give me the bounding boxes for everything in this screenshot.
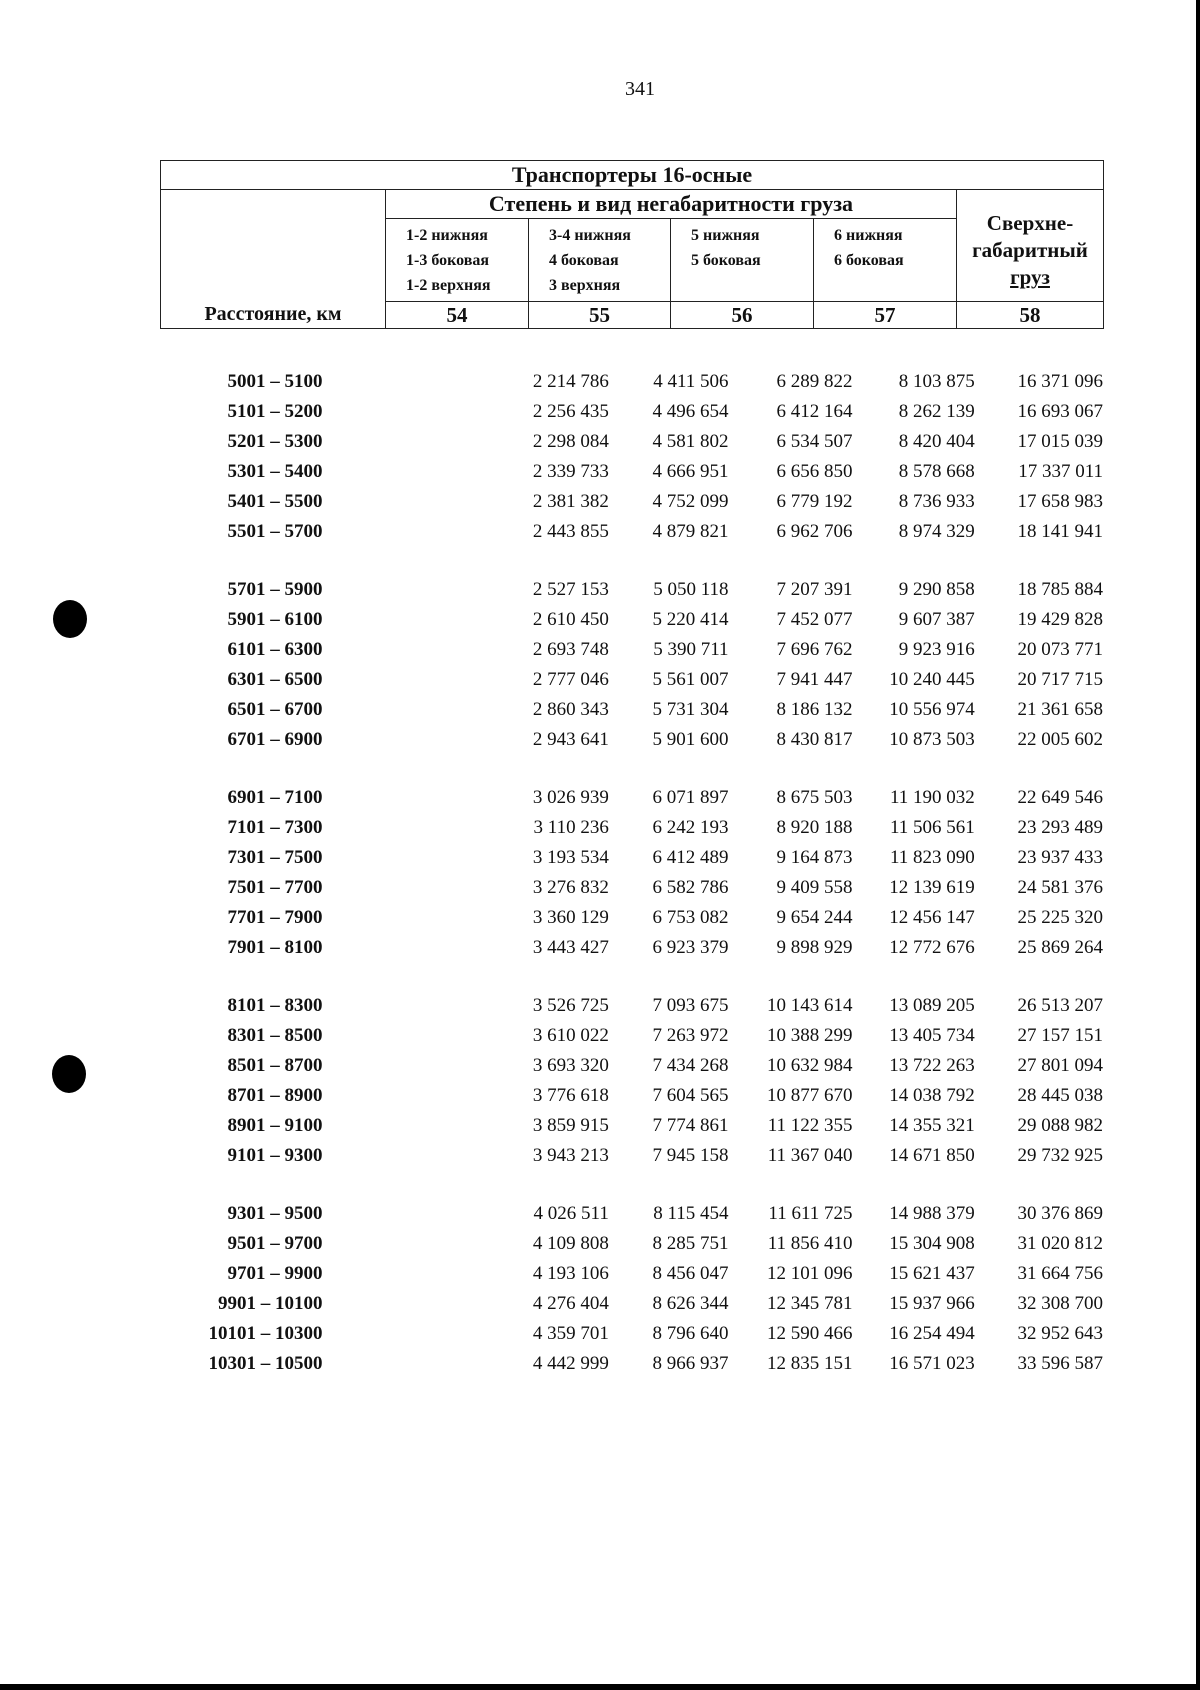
punch-hole: [53, 600, 87, 638]
distance-cell: 5101 – 5200: [227, 401, 323, 422]
value-cell-58: 32 308 700: [1017, 1293, 1103, 1314]
value-cell-57: 16 571 023: [889, 1353, 975, 1374]
distance-cell: 5701 – 5900: [227, 579, 323, 600]
value-cell-58: 19 429 828: [1017, 609, 1103, 630]
table-row: [160, 695, 1103, 725]
value-cell-55: 5 731 304: [652, 699, 729, 720]
value-cell-56: 12 590 466: [767, 1323, 853, 1344]
value-cell-55: 8 626 344: [652, 1293, 729, 1314]
oversize-degree-header: Степень и вид негабаритности груза: [386, 190, 957, 219]
value-cell-56: 12 835 151: [767, 1353, 853, 1374]
distance-cell: 6701 – 6900: [227, 729, 323, 750]
value-cell-57: 8 736 933: [898, 491, 975, 512]
value-cell-58: 26 513 207: [1017, 995, 1103, 1016]
distance-cell: 9101 – 9300: [227, 1145, 323, 1166]
value-cell-55: 6 923 379: [652, 937, 729, 958]
row-group: [160, 367, 1103, 547]
value-cell-54: 3 776 618: [532, 1085, 609, 1106]
value-cell-57: 11 190 032: [889, 787, 975, 808]
distance-cell: 9701 – 9900: [227, 1263, 323, 1284]
value-cell-55: 6 582 786: [652, 877, 729, 898]
distance-cell: 5901 – 6100: [227, 609, 323, 630]
value-cell-56: 10 632 984: [767, 1055, 853, 1076]
value-cell-54: 4 442 999: [532, 1353, 609, 1374]
distance-cell: 9501 – 9700: [227, 1233, 323, 1254]
value-cell-55: 6 242 193: [652, 817, 729, 838]
distance-cell: 9301 – 9500: [227, 1203, 323, 1224]
value-cell-57: 13 405 734: [889, 1025, 975, 1046]
value-cell-57: 8 103 875: [898, 371, 975, 392]
distance-column-header: Расстояние, км: [161, 190, 386, 329]
value-cell-55: 7 774 861: [652, 1115, 729, 1136]
value-cell-55: 6 753 082: [652, 907, 729, 928]
value-cell-55: 6 412 489: [652, 847, 729, 868]
value-cell-57: 12 772 676: [889, 937, 975, 958]
table-row: [160, 605, 1103, 635]
value-cell-58: 16 693 067: [1017, 401, 1103, 422]
value-cell-55: 7 434 268: [652, 1055, 729, 1076]
value-cell-54: 3 110 236: [533, 817, 609, 838]
value-cell-57: 14 355 321: [889, 1115, 975, 1136]
table-row: [160, 457, 1103, 487]
value-cell-58: 24 581 376: [1017, 877, 1103, 898]
value-cell-58: 25 225 320: [1017, 907, 1103, 928]
row-group: [160, 783, 1103, 963]
value-cell-56: 10 388 299: [767, 1025, 853, 1046]
value-cell-55: 5 901 600: [652, 729, 729, 750]
value-cell-57: 12 139 619: [889, 877, 975, 898]
value-cell-57: 9 290 858: [898, 579, 975, 600]
distance-cell: 7301 – 7500: [227, 847, 323, 868]
value-cell-54: 3 943 213: [532, 1145, 609, 1166]
value-cell-56: 8 675 503: [776, 787, 853, 808]
value-cell-55: 4 496 654: [652, 401, 729, 422]
value-cell-58: 16 371 096: [1017, 371, 1103, 392]
distance-cell: 8301 – 8500: [227, 1025, 323, 1046]
table-row: [160, 1141, 1103, 1171]
value-cell-57: 13 722 263: [889, 1055, 975, 1076]
value-cell-58: 32 952 643: [1017, 1323, 1103, 1344]
distance-cell: 7501 – 7700: [227, 877, 323, 898]
value-cell-55: 8 115 454: [653, 1203, 729, 1224]
row-group: [160, 1199, 1103, 1379]
table-row: [160, 1259, 1103, 1289]
page-number: 341: [625, 78, 655, 100]
value-cell-57: 11 823 090: [889, 847, 975, 868]
value-cell-54: 2 256 435: [532, 401, 609, 422]
value-cell-58: 25 869 264: [1017, 937, 1103, 958]
value-cell-54: 3 193 534: [532, 847, 609, 868]
value-cell-56: 6 412 164: [776, 401, 853, 422]
column-number: 54: [386, 302, 529, 329]
distance-cell: 8101 – 8300: [227, 995, 323, 1016]
value-cell-56: 11 122 355: [767, 1115, 853, 1136]
value-cell-58: 20 073 771: [1017, 639, 1103, 660]
table-row: [160, 427, 1103, 457]
value-cell-54: 4 026 511: [533, 1203, 609, 1224]
value-cell-56: 6 962 706: [776, 521, 853, 542]
value-cell-58: 23 293 489: [1017, 817, 1103, 838]
value-cell-54: 4 193 106: [532, 1263, 609, 1284]
punch-hole: [52, 1055, 86, 1093]
value-cell-58: 28 445 038: [1017, 1085, 1103, 1106]
value-cell-57: 8 974 329: [898, 521, 975, 542]
value-cell-54: 3 693 320: [532, 1055, 609, 1076]
table-row: [160, 635, 1103, 665]
value-cell-58: 20 717 715: [1017, 669, 1103, 690]
distance-cell: 8501 – 8700: [227, 1055, 323, 1076]
value-cell-55: 5 050 118: [653, 579, 729, 600]
value-cell-58: 27 801 094: [1017, 1055, 1103, 1076]
value-cell-54: 2 943 641: [532, 729, 609, 750]
value-cell-55: 4 411 506: [653, 371, 729, 392]
value-cell-55: 5 220 414: [652, 609, 729, 630]
column-number: 55: [529, 302, 671, 329]
table-row: [160, 1349, 1103, 1379]
value-cell-54: 2 777 046: [532, 669, 609, 690]
value-cell-56: 12 345 781: [767, 1293, 853, 1314]
value-cell-54: 3 859 915: [532, 1115, 609, 1136]
table-row: [160, 991, 1103, 1021]
value-cell-54: 2 214 786: [532, 371, 609, 392]
value-cell-57: 10 556 974: [889, 699, 975, 720]
distance-cell: 9901 – 10100: [217, 1293, 323, 1314]
value-cell-56: 6 289 822: [776, 371, 853, 392]
value-cell-57: 13 089 205: [889, 995, 975, 1016]
table-row: [160, 517, 1103, 547]
table-header: [160, 160, 1104, 329]
value-cell-56: 7 207 391: [776, 579, 853, 600]
value-cell-55: 7 945 158: [652, 1145, 729, 1166]
value-cell-58: 18 785 884: [1017, 579, 1103, 600]
value-cell-54: 4 359 701: [532, 1323, 609, 1344]
value-cell-56: 9 898 929: [776, 937, 853, 958]
table-row: [160, 575, 1103, 605]
table-row: [160, 397, 1103, 427]
value-cell-58: 17 337 011: [1018, 461, 1103, 482]
distance-cell: 10101 – 10300: [208, 1323, 323, 1344]
value-cell-58: 17 658 983: [1017, 491, 1103, 512]
table-row: [160, 813, 1103, 843]
value-cell-57: 10 873 503: [889, 729, 975, 750]
value-cell-55: 8 796 640: [652, 1323, 729, 1344]
value-cell-54: 2 339 733: [532, 461, 609, 482]
value-cell-56: 12 101 096: [767, 1263, 853, 1284]
value-cell-54: 3 610 022: [532, 1025, 609, 1046]
row-group: [160, 991, 1103, 1171]
value-cell-58: 18 141 941: [1017, 521, 1103, 542]
table-row: [160, 1051, 1103, 1081]
distance-cell: 5301 – 5400: [227, 461, 323, 482]
oversize-cargo-header: Сверхне- габаритный груз: [957, 190, 1104, 302]
value-cell-56: 9 409 558: [776, 877, 853, 898]
value-cell-57: 8 578 668: [898, 461, 975, 482]
table-row: [160, 487, 1103, 517]
value-cell-57: 15 304 908: [889, 1233, 975, 1254]
value-cell-54: 3 276 832: [532, 877, 609, 898]
value-cell-56: 7 452 077: [776, 609, 853, 630]
value-cell-57: 11 506 561: [889, 817, 975, 838]
value-cell-55: 8 285 751: [652, 1233, 729, 1254]
value-cell-55: 7 093 675: [652, 995, 729, 1016]
table-body: [160, 367, 1103, 1407]
distance-cell: 6101 – 6300: [227, 639, 323, 660]
value-cell-58: 17 015 039: [1017, 431, 1103, 452]
distance-cell: 7101 – 7300: [227, 817, 323, 838]
table-row: [160, 1229, 1103, 1259]
table-row: [160, 1289, 1103, 1319]
table-title: Транспортеры 16-осные: [161, 161, 1104, 190]
value-cell-54: 2 298 084: [532, 431, 609, 452]
value-cell-54: 3 026 939: [532, 787, 609, 808]
value-cell-55: 8 456 047: [652, 1263, 729, 1284]
value-cell-57: 12 456 147: [889, 907, 975, 928]
value-cell-54: 3 526 725: [532, 995, 609, 1016]
value-cell-56: 10 877 670: [767, 1085, 853, 1106]
table-row: [160, 903, 1103, 933]
category-header: 6 нижняя 6 боковая: [814, 219, 957, 302]
table-row: [160, 1021, 1103, 1051]
value-cell-57: 16 254 494: [889, 1323, 975, 1344]
value-cell-57: 10 240 445: [889, 669, 975, 690]
table-row: [160, 933, 1103, 963]
value-cell-57: 9 923 916: [898, 639, 975, 660]
value-cell-56: 7 696 762: [776, 639, 853, 660]
value-cell-57: 14 988 379: [889, 1203, 975, 1224]
category-header: 5 нижняя 5 боковая: [671, 219, 814, 302]
value-cell-58: 23 937 433: [1017, 847, 1103, 868]
value-cell-54: 4 109 808: [532, 1233, 609, 1254]
distance-cell: 5001 – 5100: [227, 371, 323, 392]
value-cell-57: 9 607 387: [898, 609, 975, 630]
value-cell-56: 6 656 850: [776, 461, 853, 482]
value-cell-54: 4 276 404: [532, 1293, 609, 1314]
distance-cell: 5401 – 5500: [227, 491, 323, 512]
table-row: [160, 873, 1103, 903]
value-cell-54: 2 443 855: [532, 521, 609, 542]
table-row: [160, 1111, 1103, 1141]
value-cell-58: 21 361 658: [1017, 699, 1103, 720]
value-cell-56: 7 941 447: [776, 669, 853, 690]
category-header: 3-4 нижняя 4 боковая 3 верхняя: [529, 219, 671, 302]
distance-cell: 8701 – 8900: [227, 1085, 323, 1106]
value-cell-55: 4 666 951: [652, 461, 729, 482]
value-cell-54: 2 610 450: [532, 609, 609, 630]
value-cell-56: 8 186 132: [776, 699, 853, 720]
distance-cell: 6901 – 7100: [227, 787, 323, 808]
distance-cell: 10301 – 10500: [208, 1353, 323, 1374]
value-cell-56: 8 920 188: [776, 817, 853, 838]
table-row: [160, 1319, 1103, 1349]
table-row: [160, 665, 1103, 695]
value-cell-54: 3 360 129: [532, 907, 609, 928]
distance-cell: 6301 – 6500: [227, 669, 323, 690]
value-cell-56: 11 611 725: [768, 1203, 853, 1224]
value-cell-56: 6 779 192: [776, 491, 853, 512]
distance-cell: 5501 – 5700: [227, 521, 323, 542]
value-cell-56: 9 654 244: [776, 907, 853, 928]
value-cell-58: 30 376 869: [1017, 1203, 1103, 1224]
value-cell-54: 2 381 382: [532, 491, 609, 512]
value-cell-57: 14 038 792: [889, 1085, 975, 1106]
value-cell-57: 15 621 437: [889, 1263, 975, 1284]
table-row: [160, 1199, 1103, 1229]
value-cell-55: 4 879 821: [652, 521, 729, 542]
value-cell-56: 11 367 040: [767, 1145, 853, 1166]
value-cell-58: 33 596 587: [1017, 1353, 1103, 1374]
value-cell-57: 8 420 404: [898, 431, 975, 452]
distance-cell: 5201 – 5300: [227, 431, 323, 452]
value-cell-56: 9 164 873: [776, 847, 853, 868]
value-cell-54: 2 860 343: [532, 699, 609, 720]
value-cell-58: 31 020 812: [1017, 1233, 1103, 1254]
table-row: [160, 367, 1103, 397]
column-number: 56: [671, 302, 814, 329]
value-cell-58: 27 157 151: [1017, 1025, 1103, 1046]
value-cell-58: 29 732 925: [1017, 1145, 1103, 1166]
value-cell-54: 2 693 748: [532, 639, 609, 660]
value-cell-58: 22 649 546: [1017, 787, 1103, 808]
table-row: [160, 843, 1103, 873]
value-cell-57: 14 671 850: [889, 1145, 975, 1166]
value-cell-55: 4 581 802: [652, 431, 729, 452]
table-row: [160, 725, 1103, 755]
value-cell-55: 5 561 007: [652, 669, 729, 690]
table-row: [160, 1081, 1103, 1111]
column-number: 57: [814, 302, 957, 329]
value-cell-54: 2 527 153: [532, 579, 609, 600]
distance-cell: 7701 – 7900: [227, 907, 323, 928]
distance-cell: 7901 – 8100: [227, 937, 323, 958]
value-cell-58: 29 088 982: [1017, 1115, 1103, 1136]
table-row: [160, 783, 1103, 813]
value-cell-56: 10 143 614: [767, 995, 853, 1016]
value-cell-55: 8 966 937: [652, 1353, 729, 1374]
value-cell-54: 3 443 427: [532, 937, 609, 958]
value-cell-56: 6 534 507: [776, 431, 853, 452]
value-cell-58: 31 664 756: [1017, 1263, 1103, 1284]
value-cell-55: 6 071 897: [652, 787, 729, 808]
value-cell-56: 11 856 410: [767, 1233, 853, 1254]
row-group: [160, 575, 1103, 755]
value-cell-57: 15 937 966: [889, 1293, 975, 1314]
category-header: 1-2 нижняя 1-3 боковая 1-2 верхняя: [386, 219, 529, 302]
value-cell-57: 8 262 139: [898, 401, 975, 422]
column-number: 58: [957, 302, 1104, 329]
value-cell-55: 4 752 099: [652, 491, 729, 512]
value-cell-58: 22 005 602: [1017, 729, 1103, 750]
value-cell-56: 8 430 817: [776, 729, 853, 750]
distance-cell: 8901 – 9100: [227, 1115, 323, 1136]
value-cell-55: 5 390 711: [653, 639, 729, 660]
value-cell-55: 7 604 565: [652, 1085, 729, 1106]
value-cell-55: 7 263 972: [652, 1025, 729, 1046]
distance-cell: 6501 – 6700: [227, 699, 323, 720]
